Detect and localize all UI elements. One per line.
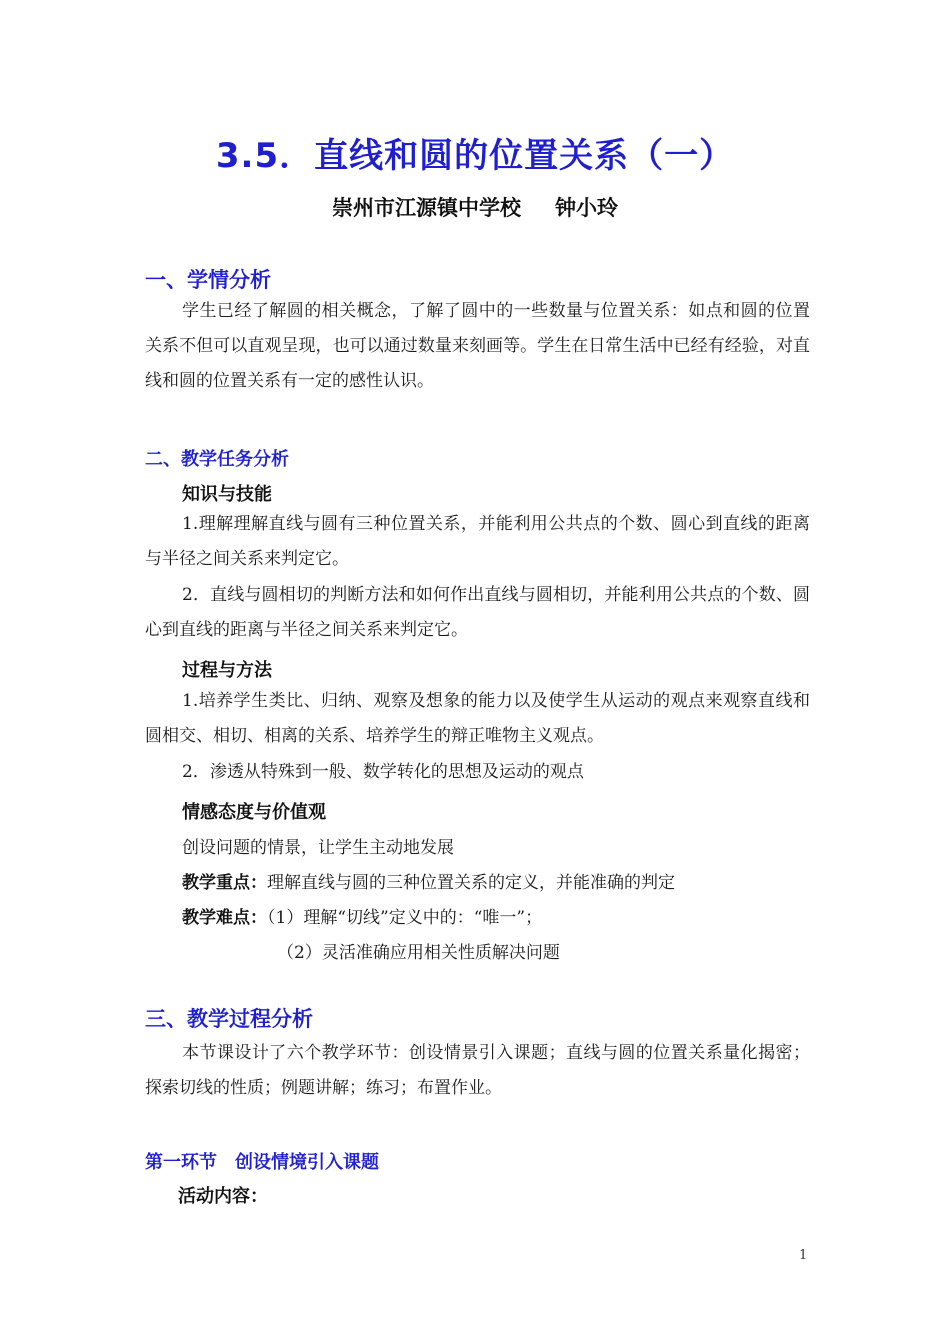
author-name: 钟小玲	[555, 196, 618, 220]
section-heading-task-analysis: 二、教学任务分析	[145, 449, 289, 470]
teaching-key-point	[182, 868, 675, 893]
activity-content-label: 活动内容：	[178, 1186, 268, 1207]
process-analysis-paragraph: 本节课设计了六个教学环节：创设情景引入课题；直线与圆的位置关系量化揭密；探索切线的性质；例题讲解；练习；布置作业。	[145, 1043, 810, 1098]
teaching-key-text: 理解直线与圆的三种位置关系的定义，并能准确的判定	[267, 873, 675, 893]
section-heading-process-analysis: 三、教学过程分析	[145, 1007, 313, 1031]
author-school: 崇州市江源镇中学校	[332, 196, 521, 220]
teaching-key-label: 教学重点：	[182, 873, 267, 893]
knowledge-item-1: 1.理解理解直线与圆有三种位置关系，并能利用公共点的个数、圆心到直线的距离与半径之间关系来判定它。	[145, 514, 810, 569]
emotion-text: 创设问题的情景，让学生主动地发展	[182, 838, 454, 858]
section-heading-learner-analysis: 一、学情分析	[145, 268, 271, 292]
teaching-difficulty-item-2: （2）灵活准确应用相关性质解决问题	[277, 943, 560, 963]
subheading-knowledge-skills: 知识与技能	[182, 484, 272, 505]
process-item-2: 2．渗透从特殊到一般、数学转化的思想及运动的观点	[182, 762, 584, 782]
teaching-difficulty-label: 教学难点：	[182, 908, 267, 928]
process-item-1: 1.培养学生类比、归纳、观察及想象的能力以及使学生从运动的观点来观察直线和圆相交、相切、相离的关系、培养学生的辩正唯物主义观点。	[145, 691, 810, 746]
subheading-process-methods: 过程与方法	[182, 660, 272, 681]
learner-analysis-paragraph: 学生已经了解圆的相关概念，了解了圆中的一些数量与位置关系：如点和圆的位置关系不但可以直观呈现，也可以通过数量来刻画等。学生在日常生活中已经有经验，对直线和圆的位置关系有一定的感性认识。	[145, 301, 810, 391]
page-number: 1	[799, 1248, 808, 1263]
knowledge-item-2: 2．直线与圆相切的判断方法和如何作出直线与圆相切，并能利用公共点的个数、圆心到直线的距离与半径之间关系来判定它。	[145, 585, 810, 640]
stage-heading-1: 第一环节 创设情境引入课题	[145, 1152, 379, 1173]
document-title: 3.5．直线和圆的位置关系（一）	[215, 136, 735, 176]
teaching-difficulty	[182, 903, 542, 928]
teaching-difficulty-item-1: （1）理解“切线”定义中的：“唯一”；	[267, 908, 543, 928]
subheading-emotion-values: 情感态度与价值观	[182, 802, 326, 823]
author-line	[0, 192, 950, 222]
